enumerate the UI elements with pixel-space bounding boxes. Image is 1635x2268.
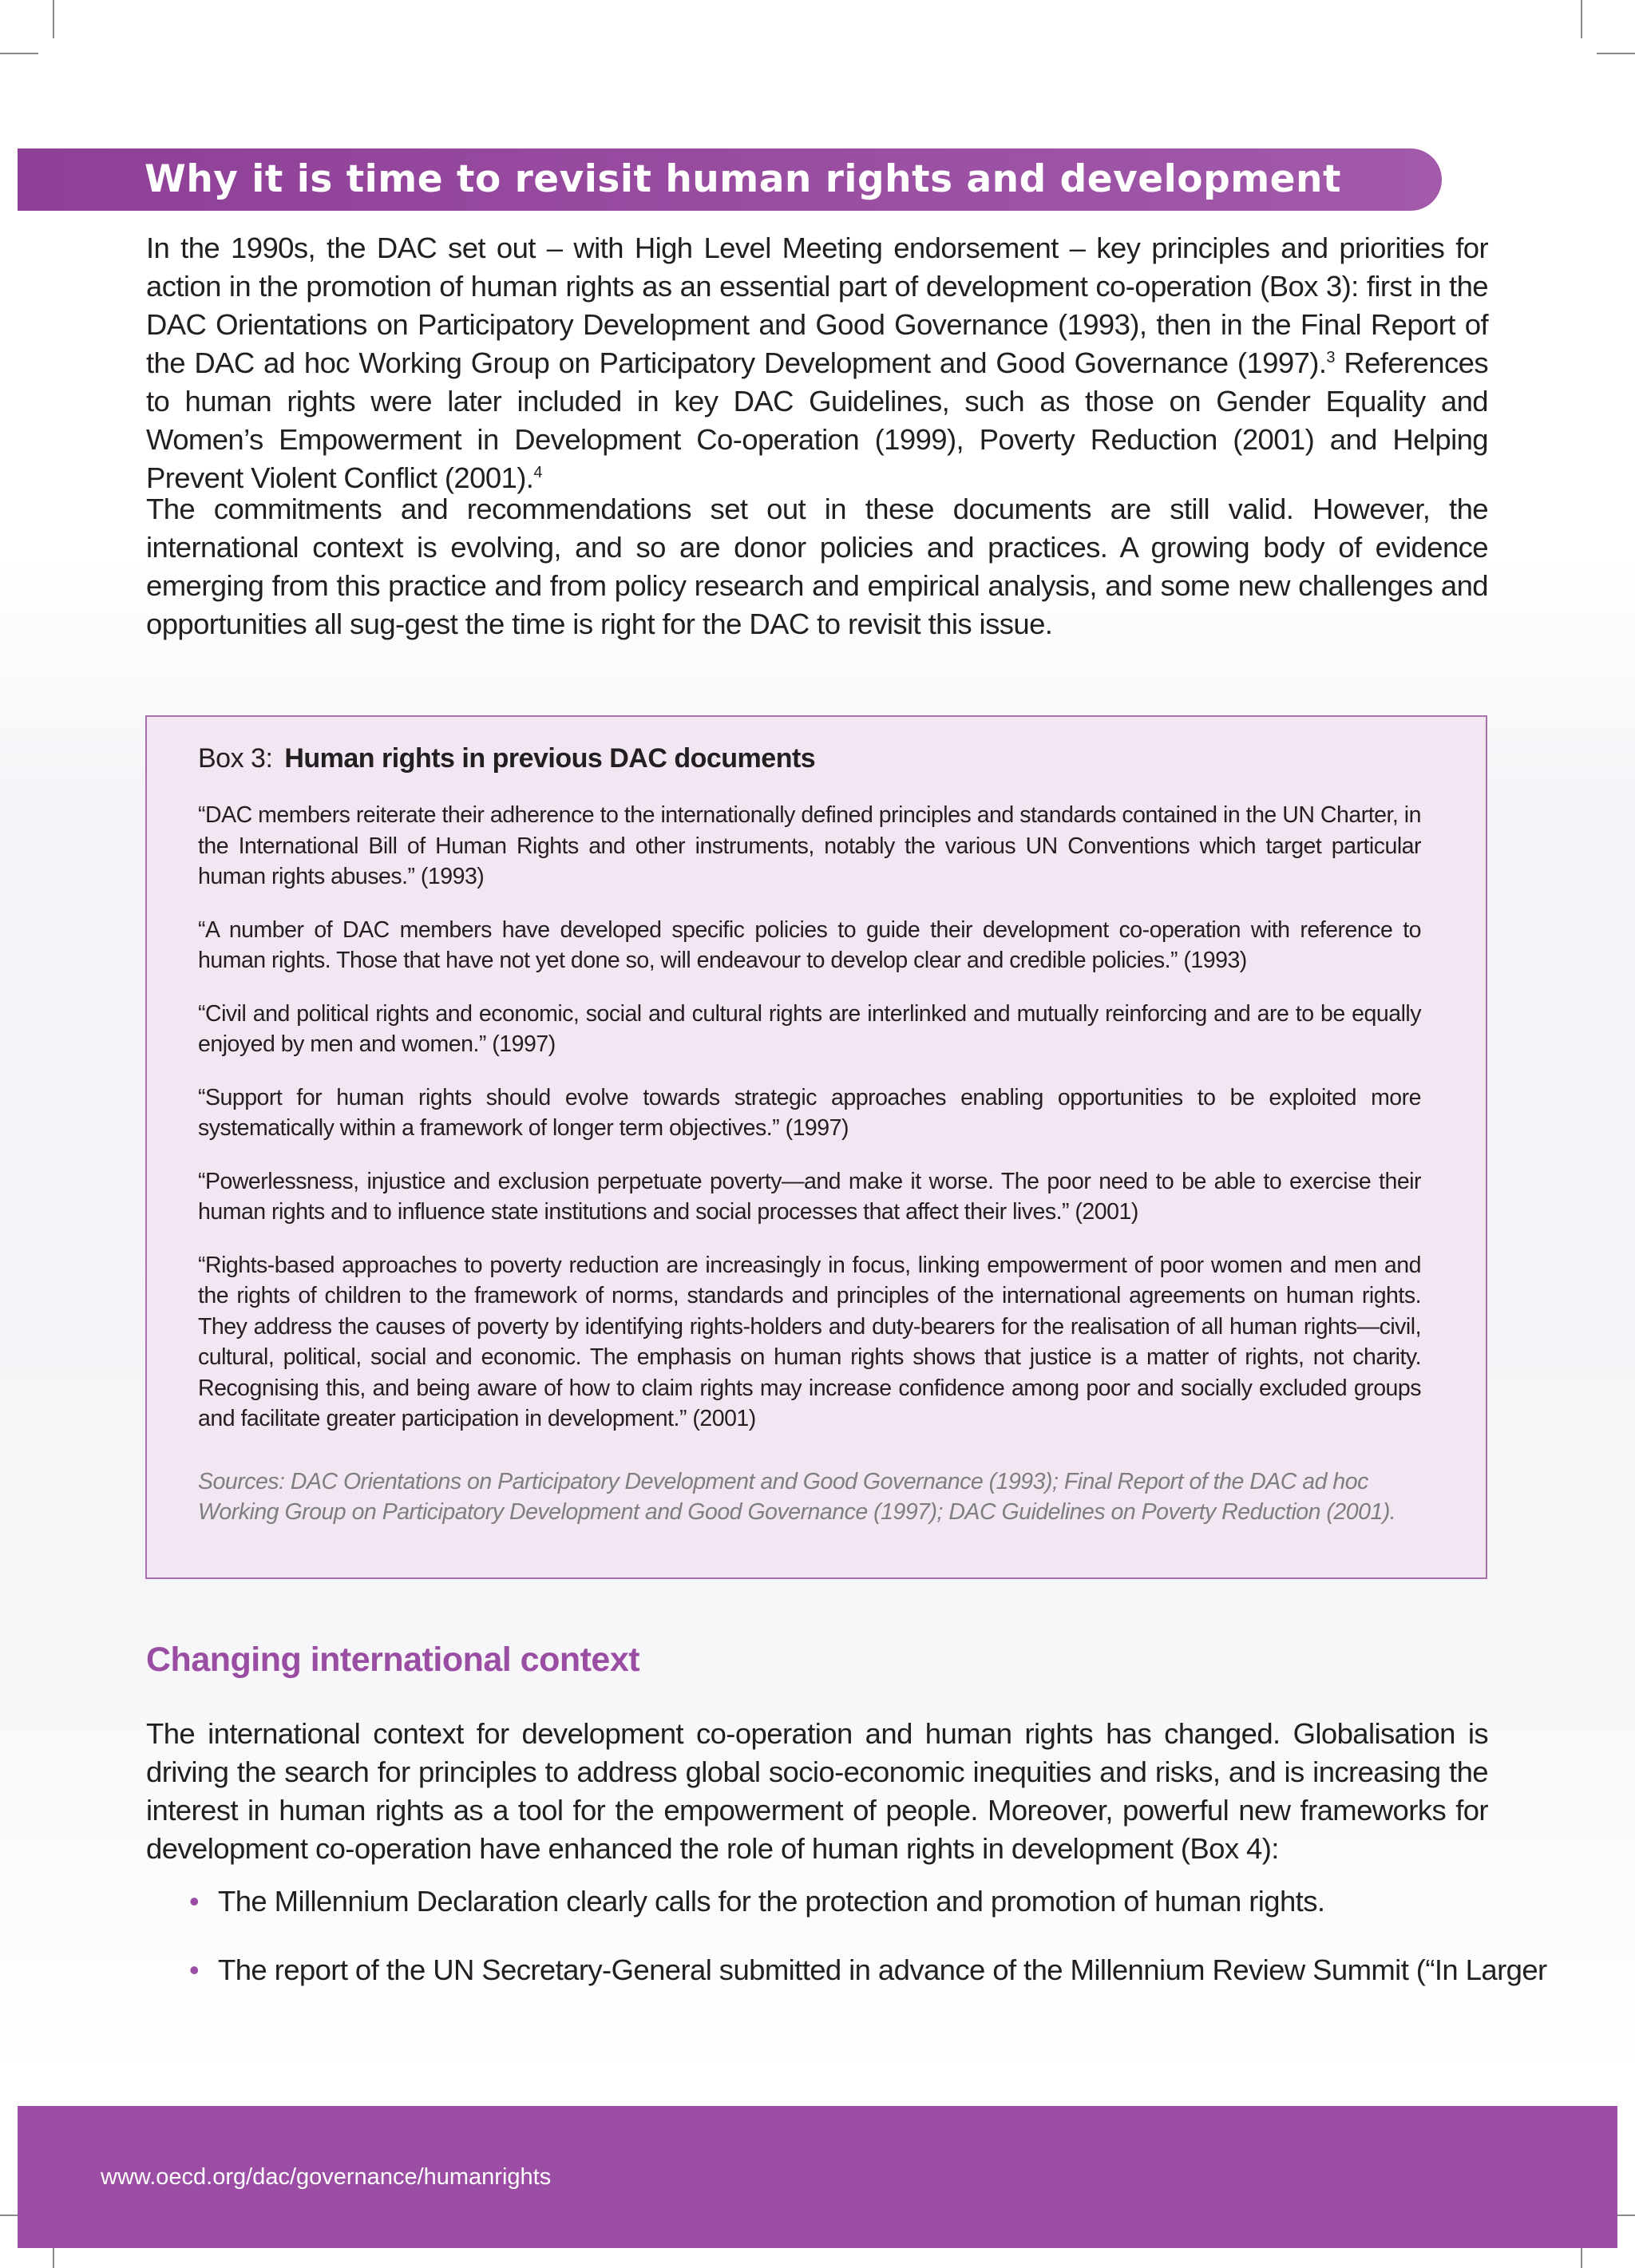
box-3-sources: Sources: DAC Orientations on Participatory Development and Good Governance (1993); Final Report of the DAC ad hoc Working Group on Participatory Development and Good Governance (1997); DAC Guidelines on Poverty Reduction (2001). [198, 1468, 1396, 1525]
intro-paragraph-2: The commitments and recommendations set out in these documents are still valid. However, the international context is evolving, and so are donor policies and practices. A growing body of evidence emerging from this practice and from policy research and empirical analysis, and some new challenges and opportunities all sug-gest the time is right for the DAC to revisit this issue. [146, 493, 1488, 640]
bullet-icon: • [189, 1885, 200, 1918]
list-item [146, 1951, 1547, 1989]
box-3-quote: “A number of DAC members have developed specific policies to guide their development co-operation with reference to human rights. Those that have not yet done so, will endeavour to develop clear and credible policies.” (1993) [198, 916, 1421, 973]
box-3-heading: Human rights in previous DAC documents [284, 743, 816, 774]
box-3-quote: “Rights-based approaches to poverty reduction are increasingly in focus, linking empowerment of poor women and men and the rights of children to the framework of norms, standards and principles of the international agreements on human rights. They address the causes of poverty by identifying rights-holders and duty-bearers for the realisation of all human rights—civil, cultural, political, social and economic. The emphasis on human rights shows that justice is a matter of rights, not charity. Recognising this, and being aware of how to claim rights may increase confidence among poor and socially excluded groups and facilitate greater participation in development.” (2001) [198, 1252, 1421, 1431]
crop-mark [53, 0, 54, 38]
box-3-quote: “Civil and political rights and economic, social and cultural rights are interlinked and mutually reinforcing and are to be equally enjoyed by men and women.” (1997) [198, 1000, 1421, 1057]
crop-mark [1581, 0, 1582, 38]
crop-mark [1597, 53, 1635, 54]
list-item-text: The report of the UN Secretary-General submitted in advance of the Millennium Review Summit (“In Larger [218, 1953, 1547, 1986]
intro-paragraph-1 [146, 229, 1488, 497]
box-3-quote: “Support for human rights should evolve towards strategic approaches enabling opportunities to be exploited more systematically within a framework of longer term objectives.” (1997) [198, 1084, 1421, 1141]
footnote-ref-4[interactable]: 4 [533, 463, 542, 481]
box-3-title [198, 741, 815, 776]
section-heading: Changing international context [146, 1641, 640, 1679]
list-item [146, 1882, 1488, 1921]
box-3-label: Box 3: [198, 743, 273, 774]
intro-paragraph-1-text-a: In the 1990s, the DAC set out – with High Level Meeting endorsement – key principles and priorities for action in the promotion of human rights as an essential part of development co-operation (Box 3): first in the DAC Orientations on Participatory Development and Good Governance (1993), then in the Final Report of the DAC ad hoc Working Group on Participatory Development and Good Governance (1997). [146, 232, 1488, 379]
section-paragraph: The international context for development co-operation and human rights has changed. Globalisation is driving the search for principles to address global socio-economic inequities and risks, and is increasing the interest in human rights as a tool for the empowerment of people. Moreover, powerful new frameworks for development co-operation have enhanced the role of human rights in development (Box 4): [146, 1717, 1488, 1865]
list-item-text: The Millennium Declaration clearly calls for the protection and promotion of human rights. [218, 1885, 1325, 1918]
box-3 [145, 715, 1487, 1579]
footer-url-link[interactable]: www.oecd.org/dac/governance/humanrights [101, 2164, 552, 2190]
box-3-quote: “DAC members reiterate their adherence to the internationally defined principles and standards contained in the UN Charter, in the International Bill of Human Rights and other instruments, notably the various UN Conventions which target particular human rights abuses.” (1993) [198, 802, 1421, 889]
box-3-quote: “Powerlessness, injustice and exclusion perpetuate poverty—and make it worse. The poor need to be able to exercise their human rights and to influence state institutions and social processes that affect their lives.” (2001) [198, 1168, 1421, 1225]
bullet-list [146, 1882, 1547, 2020]
footnote-ref-3[interactable]: 3 [1326, 348, 1335, 366]
page-title: Why it is time to revisit human rights and development [144, 157, 1341, 201]
box-3-quotes [198, 800, 1421, 1528]
bullet-icon: • [189, 1953, 200, 1986]
crop-mark [0, 53, 38, 54]
intro-paragraph-1-text-b: References to human rights were later included in key DAC Guidelines, such as those on Gender Equality and Women’s Empowerment in Development Co-operation (1999), Poverty Reduction (2001) and Helping Prevent Violent Conflict (2001). [146, 346, 1488, 494]
